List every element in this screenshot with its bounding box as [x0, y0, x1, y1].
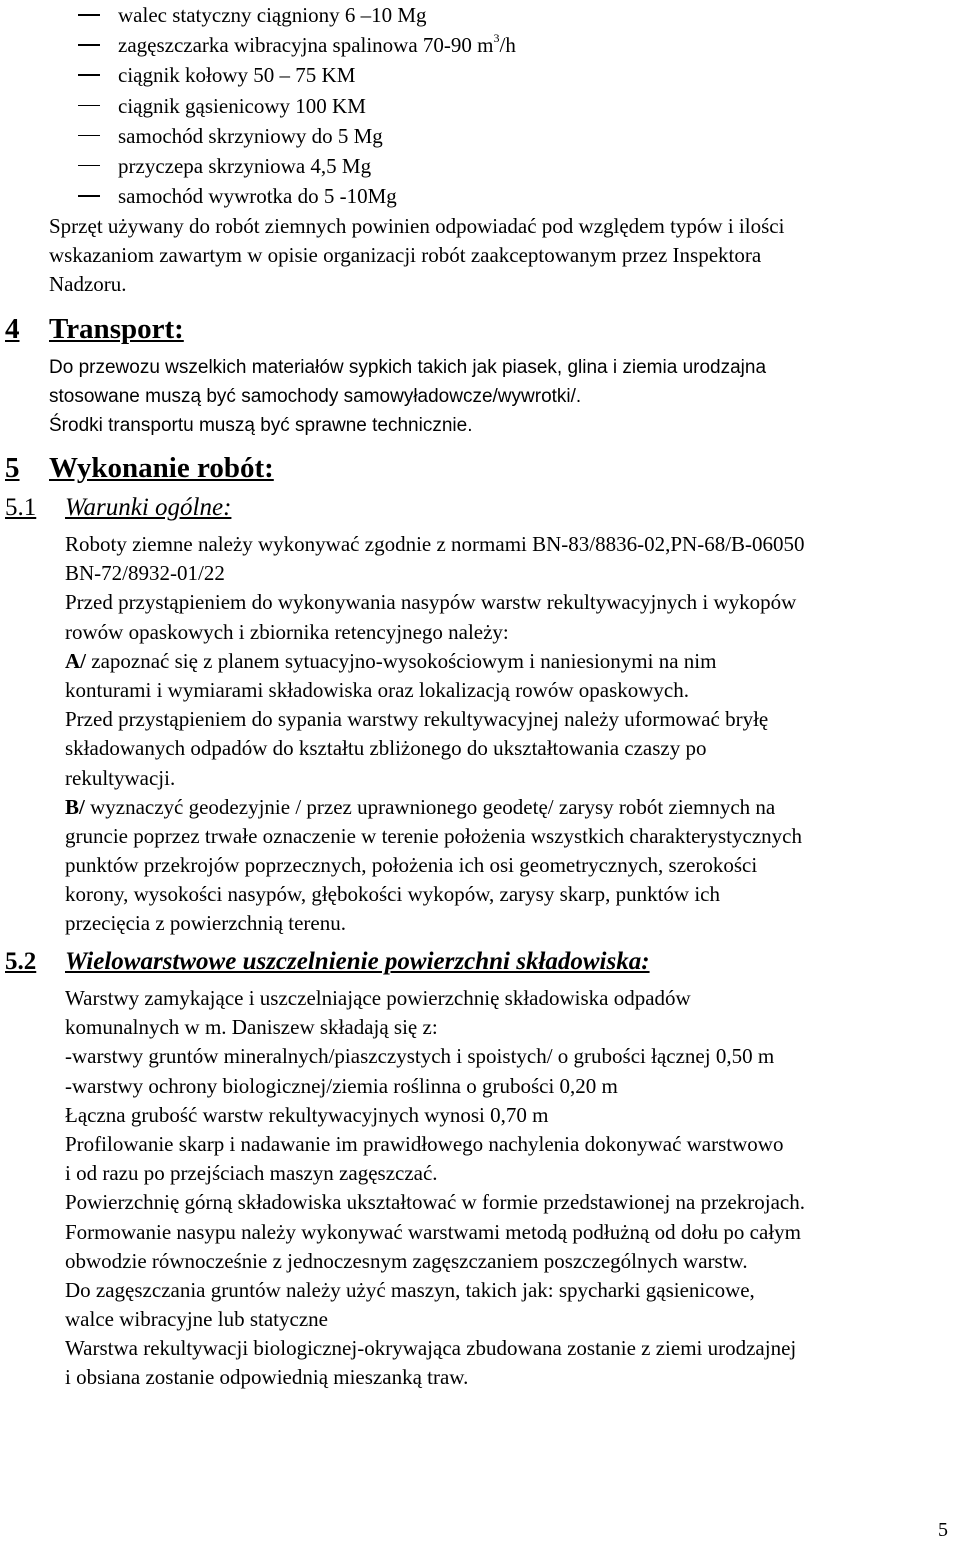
dash-icon	[78, 44, 100, 46]
dash-icon	[78, 135, 100, 137]
section-4-text: Do przewozu wszelkich materiałów sypkich takich jak piasek, glina i ziemia urodzajna stosowane muszą być samochody samowyładowcze/wywrotki/. Środki transportu muszą być sprawne technicznie.	[49, 357, 767, 437]
dash-icon	[78, 165, 100, 167]
dash-icon	[78, 195, 100, 197]
list-item: samochód skrzyniowy do 5 Mg	[70, 121, 516, 151]
section-5-2-text: Warstwy zamykające i uszczelniające powierzchnię składowiska odpadów komunalnych w m. Daniszew składają się z: -warstwy gruntów mineralnych/piaszczystych i spoistych/ o grubości łącznej 0,50 m -warstwy ochrony biologicznej/ziemia roślinna o grubości 0,20 m Łączna grubość warstw rekultywacyjnych wynosi 0,70 m Profilowanie skarp i nadawanie im prawidłowego nachylenia dokonywać warstwowo i od razu po przejściach maszyn zagęszczać. Powierzchnię górną składowiska ukształtować w formie przedstawionej na przekrojach. Formowanie nasypu należy wykonywać warstwami metodą podłużną od dołu po całym obwodzie równocześnie z jednoczesnym zagęszczaniem poszczególnych warstw. Do zagęszczania gruntów należy użyć maszyn, takich jak: spycharki gąsienicowe, walce wibracyjne lub statyczne Warstwa rekultywacji biologicznej-okrywająca zbudowana zostanie z ziemi urodzajnej i obsiana zostanie odpowiednią mieszanką traw.	[65, 986, 805, 1390]
section-5-2-heading: 5.2 Wielowarstwowe uszczelnienie powierzchni składowiska:	[5, 948, 650, 975]
list-item: ciągnik kołowy 50 – 75 KM	[70, 60, 516, 90]
section-5-heading: 5 Wykonanie robót:	[5, 452, 274, 484]
section-4-heading: 4 Transport:	[5, 313, 184, 345]
list-item: walec statyczny ciągniony 6 –10 Mg	[70, 0, 516, 30]
dash-icon	[78, 74, 100, 76]
dash-icon	[78, 105, 100, 107]
list-item: ciągnik gąsienicowy 100 KM	[70, 91, 516, 121]
page-number: 5	[938, 1519, 948, 1541]
list-item: przyczepa skrzyniowa 4,5 Mg	[70, 151, 516, 181]
equipment-list	[70, 0, 516, 211]
equipment-paragraph: Sprzęt używany do robót ziemnych powinien odpowiadać pod względem typów i ilości wskazaniom zawartym w opisie organizacji robót zaakceptowanym przez Inspektora Nadzoru.	[49, 214, 785, 297]
section-5-1-text: Roboty ziemne należy wykonywać zgodnie z normami BN-83/8836-02,PN-68/B-06050 BN-72/8932-01/22 Przed przystąpieniem do wykonywania nasypów warstw rekultywacyjnych i wykopów rowów opaskowych i zbiornika retencyjnego należy: A/ zapoznać się z planem sytuacyjno-wysokościowym i naniesionymi na nim konturami i wymiarami składowiska oraz lokalizacją rowów opaskowych. Przed przystąpieniem do sypania warstwy rekultywacyjnej należy uformować bryłę składowanych odpadów do kształtu zbliżonego do ukształtowania czaszy po rekultywacji. B/ wyznaczyć geodezyjnie / przez uprawnionego geodetę/ zarysy robót ziemnych na gruncie poprzez trwałe oznaczenie w terenie położenia wszystkich charakterystycznych punktów przekrojów poprzecznych, położenia ich osi geometrycznych, szerokości korony, wysokości nasypów, głębokości wykopów, zarysy skarp, punktów ich przecięcia z powierzchnią terenu.	[65, 532, 805, 936]
list-item: samochód wywrotka do 5 -10Mg	[70, 181, 516, 211]
dash-icon	[78, 14, 100, 16]
list-item: zagęszczarka wibracyjna spalinowa 70-90 $m^3/h$	[70, 30, 516, 60]
section-5-1-heading: 5.1 Warunki ogólne:	[5, 494, 232, 521]
